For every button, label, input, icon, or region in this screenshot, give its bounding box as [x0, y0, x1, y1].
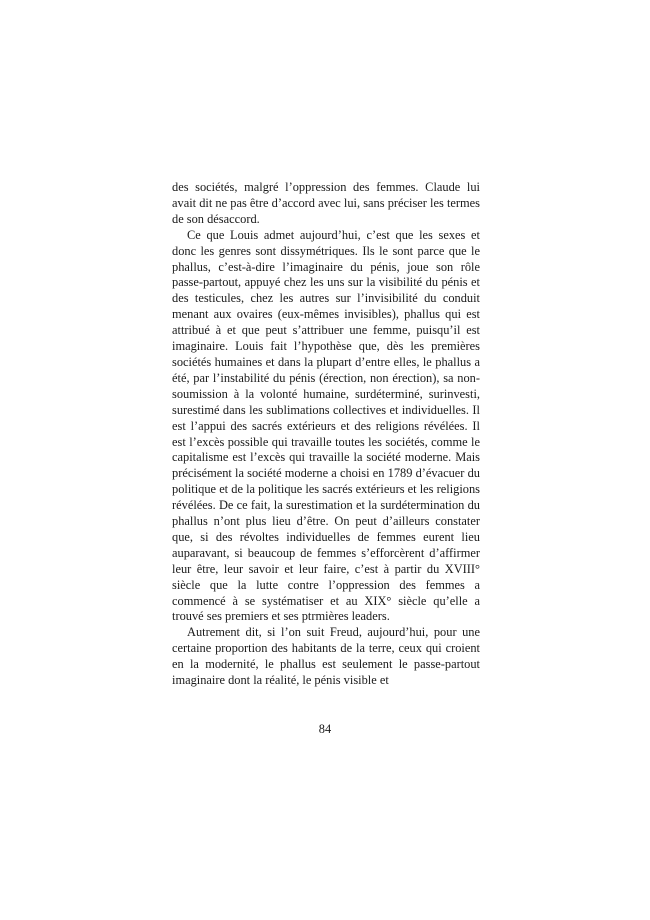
paragraph-freud: Autrement dit, si l’on suit Freud, aujourd’hui, pour une certaine proportion des habitants de la terre, ceux qui croient en la modernité, le phallus est seulement le passe-partout imaginaire dont la réalité, le pénis visible et: [172, 625, 480, 688]
page-number: 84: [318, 722, 332, 736]
paragraph-louis-hypothesis: Ce que Louis admet aujourd’hui, c’est que les sexes et donc les genres sont dissymétriques. Ils le sont parce que le phallus, c’est-à-dire l’imaginaire du pénis, joue son rôle passe-partout, appuyé chez les uns sur la visibilité du pénis et des testicules, chez les autres sur l’invisibilité du conduit menant aux ovaires (eux-mêmes invisibles), phallus qui est attribué à et que peut s’attribuer une femme, puisqu’il est imaginaire. Louis fait l’hypothèse que, dès les premières sociétés humaines et dans la plupart d’entre elles, le phallus a été, par l’instabilité du pénis (érection, non érection), sa non- soumission à la volonté humaine, surdéterminé, surinvesti, surestimé dans les sublimations collectives et individuelles. Il est l’appui des sacrés extérieurs et des religions révélées. Il est l’excès possible qui travaille toutes les sociétés, comme le capitalisme est l’excès qui travaille la société moderne. Mais précisément la société moderne a choisi en 1789 d’évacuer du politique et de la politique les sacrés extérieurs et les religions révélées. De ce fait, la surestimation et la surdétermination du phallus n’ont plus lieu d’être. On peut d’ailleurs constater que, si des révoltes individuelles de femmes eurent lieu auparavant, si beaucoup de femmes s’efforcèrent d’affirmer leur être, leur savoir et leur faire, c’est à partir du XVIII° siècle que la lutte contre l’oppression des femmes a commencé à se systématiser et au XIX° siècle qu’elle a trouvé ses premiers et ses ptrmières leaders.: [172, 227, 480, 624]
body-text: [172, 180, 480, 689]
paragraph-continuation: des sociétés, malgré l’oppression des femmes. Claude lui avait dit ne pas être d’accord avec lui, sans préciser les termes de son désaccord.: [172, 180, 480, 226]
